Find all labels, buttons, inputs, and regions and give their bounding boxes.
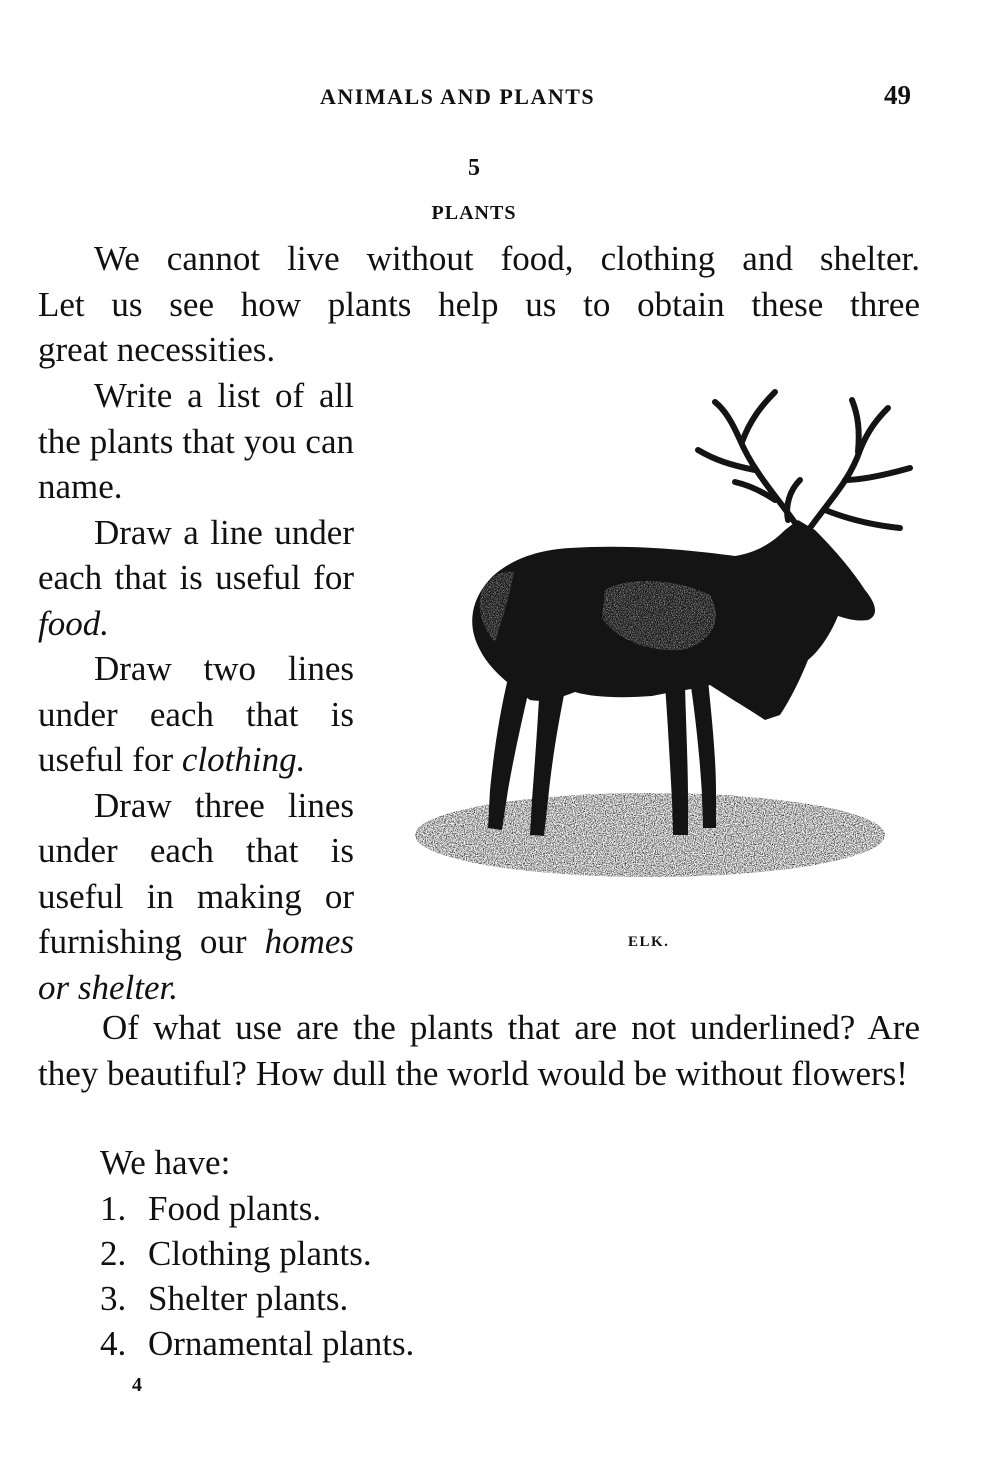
illustration-caption: ELK.	[628, 934, 670, 950]
draw-one-text: Draw a line under each that is useful for	[38, 512, 354, 597]
page-number: 49	[884, 80, 911, 110]
elk-body	[472, 520, 875, 836]
signature-mark: 4	[132, 1374, 142, 1396]
draw-two-text: Draw two lines under each that is useful for	[38, 649, 354, 779]
list-item-text: Ornamental plants.	[148, 1324, 415, 1363]
list-item-number: 4.	[100, 1324, 127, 1363]
list-item-text: Food plants.	[148, 1189, 322, 1228]
section-title: PLANTS	[431, 202, 517, 224]
closing-text: Of what use are the plants that are not underlined? Are they beautiful? How dull the world would be without flowers!	[38, 1008, 920, 1093]
draw-one-emphasis: food.	[38, 603, 109, 643]
list-item	[100, 1186, 700, 1231]
running-head-title: ANIMALS AND PLANTS	[320, 84, 596, 109]
draw-three-paragraph	[38, 783, 354, 1011]
list-item-text: Shelter plants.	[148, 1279, 349, 1318]
draw-one-paragraph	[38, 510, 354, 647]
intro-line-3: great necessities.	[38, 330, 276, 369]
list-item	[100, 1231, 700, 1276]
draw-two-emphasis: clothing.	[181, 740, 306, 779]
draw-three-emphasis: homes or shelter.	[38, 922, 354, 1007]
we-have-label: We have:	[100, 1143, 231, 1182]
list-item	[100, 1321, 700, 1366]
intro-line-1: We cannot live without food, clothing and shelter.	[94, 239, 920, 278]
draw-three-text: Draw three lines under each that is useful in making or furnishing our	[38, 785, 354, 961]
intro-line-2: Let us see how plants help us to obtain these three	[38, 284, 920, 324]
list-item	[100, 1276, 700, 1321]
write-list-paragraph: Write a list of all the plants that you can name.	[38, 376, 354, 506]
list-item-number: 3.	[100, 1279, 127, 1318]
draw-two-paragraph	[38, 646, 354, 783]
closing-paragraph	[38, 1005, 920, 1096]
intro-paragraph	[38, 236, 920, 373]
instruction-column	[38, 373, 354, 1010]
ground-shadow	[415, 793, 885, 877]
list-item-number: 1.	[100, 1189, 127, 1228]
list-item-text: Clothing plants.	[148, 1234, 372, 1273]
list-item-number: 2.	[100, 1234, 127, 1273]
elk-antlers	[698, 392, 910, 530]
section-number: 5	[468, 155, 480, 181]
elk-illustration	[390, 380, 920, 900]
running-head	[0, 80, 1000, 114]
